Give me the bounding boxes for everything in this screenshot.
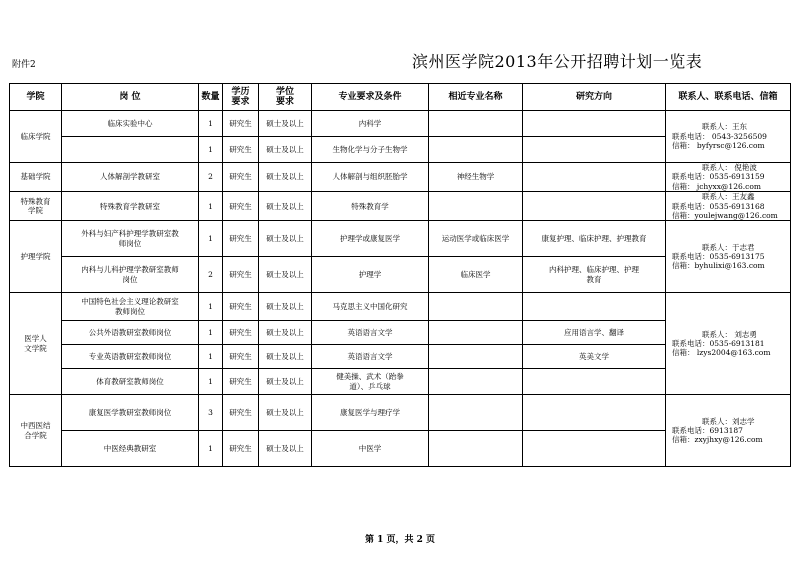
degree-cell: 硕士及以上 xyxy=(259,192,312,221)
contact-cell xyxy=(666,293,791,395)
contact-person: 联系人：王友鑫 xyxy=(702,192,755,202)
header-college: 学院 xyxy=(10,84,62,111)
contact-email: 信箱：youlejwang@126.com xyxy=(672,210,778,220)
major-cell: 特殊教育学 xyxy=(312,192,429,221)
college-name: 医学人文学院 xyxy=(24,334,47,353)
degree-cell: 硕士及以上 xyxy=(259,111,312,137)
table-row xyxy=(10,111,791,137)
major-cell: 康复医学与理疗学 xyxy=(312,395,429,431)
college-name: 中西医结合学院 xyxy=(20,421,51,440)
table-row xyxy=(10,192,791,221)
degree-cell: 硕士及以上 xyxy=(259,293,312,321)
research-cell xyxy=(523,293,666,321)
contact-person: 联系人： 倪艳波 xyxy=(702,163,757,172)
major-cell: 健美操、武术（跆拳道）、乒乓球 xyxy=(312,369,429,395)
degree-cell: 硕士及以上 xyxy=(259,321,312,345)
degree-cell: 硕士及以上 xyxy=(259,395,312,431)
related-cell xyxy=(429,395,523,431)
education-cell: 研究生 xyxy=(223,431,259,467)
education-cell: 研究生 xyxy=(223,137,259,163)
college-name: 临床学院 xyxy=(20,131,51,141)
degree-cell: 硕士及以上 xyxy=(259,345,312,369)
related-cell xyxy=(429,345,523,369)
count-cell: 1 xyxy=(199,137,223,163)
contact-email: 信箱： lzys2004@163.com xyxy=(672,348,771,358)
related-cell xyxy=(429,321,523,345)
contact-phone: 联系电话：0535-6913175 xyxy=(672,252,765,262)
table-row xyxy=(10,163,791,192)
contact-person: 联系人：于志君 xyxy=(702,242,755,252)
related-cell xyxy=(429,431,523,467)
header-major: 专业要求及条件 xyxy=(312,84,429,111)
degree-cell: 硕士及以上 xyxy=(259,369,312,395)
position-cell: 特殊教育学教研室 xyxy=(62,192,199,221)
contact-email: 信箱：byhulixi@163.com xyxy=(672,261,765,271)
related-cell: 神经生物学 xyxy=(429,163,523,192)
count-cell: 1 xyxy=(199,221,223,257)
education-cell: 研究生 xyxy=(223,163,259,192)
contact-phone: 联系电话：0535-6913168 xyxy=(672,201,765,211)
header-count: 数量 xyxy=(199,84,223,111)
related-cell xyxy=(429,137,523,163)
research-cell xyxy=(523,431,666,467)
contact-email: 信箱： jchyxx@126.com xyxy=(672,181,761,191)
education-cell: 研究生 xyxy=(223,395,259,431)
count-cell: 1 xyxy=(199,431,223,467)
position-cell: 公共外语教研室教师岗位 xyxy=(62,321,199,345)
research-cell xyxy=(523,137,666,163)
college-cell xyxy=(10,395,62,467)
header-education: 学历 要求 xyxy=(223,84,259,111)
count-cell: 1 xyxy=(199,369,223,395)
contact-phone: 联系电话：6913187 xyxy=(672,426,743,436)
college-name: 特殊教育学院 xyxy=(20,196,51,216)
table-row xyxy=(10,221,791,257)
research-cell xyxy=(523,111,666,137)
position-cell: 外科与妇产科护理学教研室教师岗位 xyxy=(62,221,199,257)
college-cell xyxy=(10,221,62,293)
count-cell: 1 xyxy=(199,345,223,369)
education-cell: 研究生 xyxy=(223,257,259,293)
table-body xyxy=(10,111,791,467)
degree-cell: 硕士及以上 xyxy=(259,137,312,163)
education-cell: 研究生 xyxy=(223,111,259,137)
attachment-label: 附件2 xyxy=(12,60,36,70)
related-cell xyxy=(429,293,523,321)
contact-person: 联系人：王东 xyxy=(702,122,747,132)
position-cell: 中国特色社会主义理论教研室教师岗位 xyxy=(62,293,199,321)
related-cell xyxy=(429,192,523,221)
major-cell: 生物化学与分子生物学 xyxy=(312,137,429,163)
research-cell: 康复护理、临床护理、护理教育 xyxy=(523,221,666,257)
major-cell: 人体解剖与组织胚胎学 xyxy=(312,163,429,192)
education-cell: 研究生 xyxy=(223,345,259,369)
contact-cell xyxy=(666,111,791,163)
education-cell: 研究生 xyxy=(223,369,259,395)
college-cell xyxy=(10,293,62,395)
header-related: 相近专业名称 xyxy=(429,84,523,111)
count-cell: 1 xyxy=(199,111,223,137)
education-cell: 研究生 xyxy=(223,293,259,321)
related-cell xyxy=(429,111,523,137)
table-header-row xyxy=(10,84,791,111)
count-cell: 1 xyxy=(199,321,223,345)
document-title: 滨州医学院2013年公开招聘计划一览表 xyxy=(412,52,703,71)
college-cell xyxy=(10,192,62,221)
position-cell: 内科与儿科护理学教研室教师岗位 xyxy=(62,257,199,293)
count-cell: 2 xyxy=(199,163,223,192)
research-cell xyxy=(523,163,666,192)
major-cell: 护理学或康复医学 xyxy=(312,221,429,257)
contact-person: 联系人：刘志学 xyxy=(702,416,755,426)
contact-email: 信箱： byfyrsc@126.com xyxy=(672,141,765,151)
position-cell xyxy=(62,137,199,163)
count-cell: 1 xyxy=(199,293,223,321)
research-cell: 英美文学 xyxy=(523,345,666,369)
related-cell: 临床医学 xyxy=(429,257,523,293)
position-cell: 体育教研室教师岗位 xyxy=(62,369,199,395)
contact-cell xyxy=(666,221,791,293)
contact-phone: 联系电话： 0543-3256509 xyxy=(672,131,767,141)
research-cell xyxy=(523,192,666,221)
research-cell: 内科护理、临床护理、护理教育 xyxy=(523,257,666,293)
count-cell: 2 xyxy=(199,257,223,293)
position-cell: 中医经典教研室 xyxy=(62,431,199,467)
position-cell: 专业英语教研室教师岗位 xyxy=(62,345,199,369)
contact-phone: 联系电话：0535-6913181 xyxy=(672,339,765,349)
education-cell: 研究生 xyxy=(223,221,259,257)
contact-phone: 联系电话：0535-6913159 xyxy=(672,172,765,182)
research-cell: 应用语言学、翻译 xyxy=(523,321,666,345)
related-cell xyxy=(429,369,523,395)
contact-cell xyxy=(666,395,791,467)
college-name: 护理学院 xyxy=(20,252,51,262)
position-cell: 人体解剖学教研室 xyxy=(62,163,199,192)
contact-email: 信箱：zxyjhxy@126.com xyxy=(672,435,763,445)
header-research: 研究方向 xyxy=(523,84,666,111)
page-footer: 第 1 页，共 2 页 xyxy=(364,535,436,545)
degree-cell: 硕士及以上 xyxy=(259,221,312,257)
education-cell: 研究生 xyxy=(223,321,259,345)
major-cell: 内科学 xyxy=(312,111,429,137)
research-cell xyxy=(523,369,666,395)
education-cell: 研究生 xyxy=(223,192,259,221)
related-cell: 运动医学或临床医学 xyxy=(429,221,523,257)
degree-cell: 硕士及以上 xyxy=(259,163,312,192)
research-cell xyxy=(523,395,666,431)
major-cell: 中医学 xyxy=(312,431,429,467)
position-cell: 康复医学教研室教师岗位 xyxy=(62,395,199,431)
major-cell: 英语语言文学 xyxy=(312,321,429,345)
degree-cell: 硕士及以上 xyxy=(259,257,312,293)
contact-person: 联系人： 刘志勇 xyxy=(702,329,757,339)
header-contact: 联系人、联系电话、信箱 xyxy=(666,84,791,111)
header-position: 岗 位 xyxy=(62,84,199,111)
college-cell xyxy=(10,111,62,163)
contact-cell xyxy=(666,163,791,192)
degree-cell: 硕士及以上 xyxy=(259,431,312,467)
major-cell: 英语语言文学 xyxy=(312,345,429,369)
college-cell xyxy=(10,163,62,192)
position-cell: 临床实验中心 xyxy=(62,111,199,137)
count-cell: 1 xyxy=(199,192,223,221)
recruitment-plan-table xyxy=(9,83,791,467)
table-row xyxy=(10,395,791,431)
major-cell: 马克思主义中国化研究 xyxy=(312,293,429,321)
college-name: 基础学院 xyxy=(20,172,51,182)
major-cell: 护理学 xyxy=(312,257,429,293)
header-degree: 学位 要求 xyxy=(259,84,312,111)
count-cell: 3 xyxy=(199,395,223,431)
table-row xyxy=(10,293,791,321)
contact-cell xyxy=(666,192,791,221)
